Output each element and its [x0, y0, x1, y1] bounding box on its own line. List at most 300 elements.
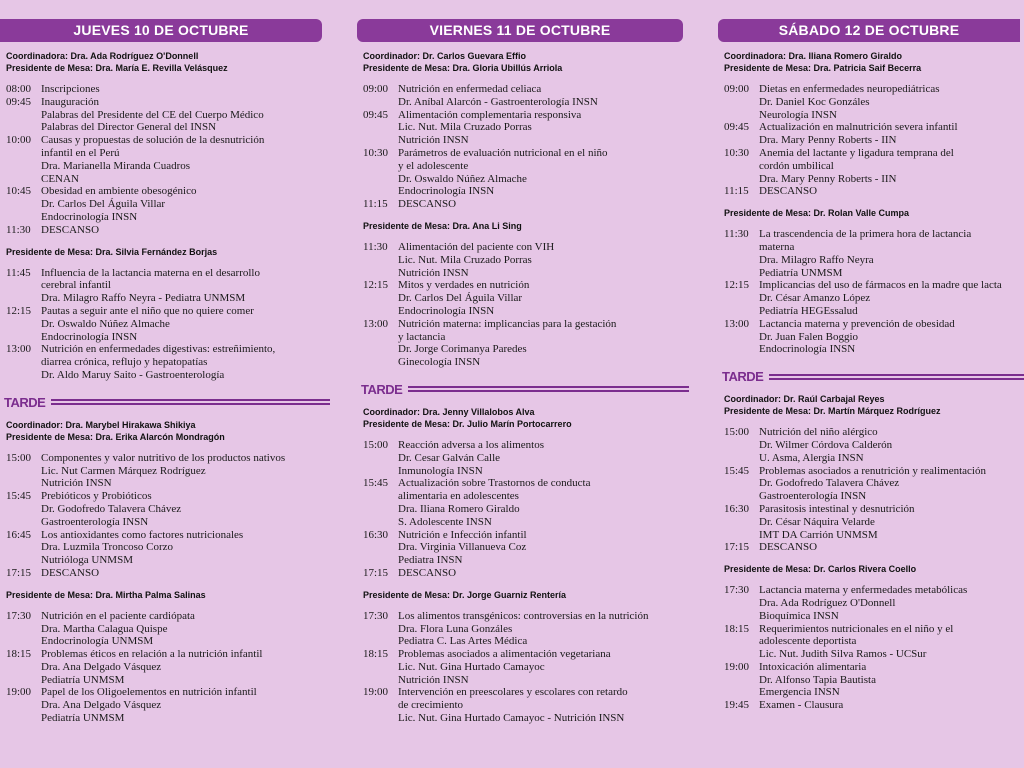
item-line: CENAN	[41, 172, 79, 185]
item-lines	[759, 83, 940, 121]
item-line: adolescente deportista	[759, 635, 857, 648]
item-lines	[759, 279, 1002, 317]
item-line: Endocrinología INSN	[41, 210, 138, 223]
day-header: SÁBADO 12 DE OCTUBRE	[718, 19, 1020, 42]
item-lines	[41, 224, 99, 237]
program-item	[724, 699, 1024, 712]
time-label: 11:45	[6, 266, 31, 279]
item-lines	[41, 610, 195, 648]
item-line: DESCANSO	[398, 566, 457, 579]
program-item	[363, 610, 689, 648]
program-item	[363, 477, 689, 528]
item-line: Endocrinología UNMSM	[41, 635, 154, 648]
item-line: Dra. Marianella Miranda Cuadros	[41, 159, 191, 172]
item-lines	[398, 198, 456, 211]
item-lines	[398, 109, 581, 147]
item-line: Inmunología INSN	[398, 464, 483, 477]
program-list	[357, 241, 689, 369]
item-line: y lactancia	[398, 330, 446, 343]
item-line: Nutrición en enfermedad celiaca	[398, 83, 542, 95]
item-line: Problemas éticos en relación a la nutrición infantil	[41, 648, 263, 661]
time-label: 12:15	[363, 279, 389, 292]
program-item	[724, 465, 1024, 503]
tarde-divider	[0, 395, 330, 410]
role-line: Coordinador: Dr. Carlos Guevara Effio	[363, 51, 527, 61]
item-lines	[759, 465, 986, 503]
time-label: 17:30	[363, 609, 389, 622]
item-line: Endocrinología INSN	[41, 330, 138, 343]
program-item	[724, 503, 1024, 541]
item-line: Dra. Luzmila Troncoso Corzo	[41, 541, 173, 554]
program-item	[6, 490, 330, 528]
item-lines	[398, 318, 616, 369]
tarde-divider	[718, 369, 1024, 384]
item-line: Nutrición en el paciente cardiópata	[41, 609, 195, 622]
program-item	[363, 241, 689, 279]
time-label: 18:15	[6, 648, 32, 661]
program-item	[6, 610, 330, 648]
roles-block	[718, 563, 1024, 575]
item-line: Dr. Alfonso Tapia Bautista	[759, 673, 876, 686]
item-lines	[41, 96, 264, 134]
item-line: Dr. Daniel Koc Gonzáles	[759, 95, 870, 108]
time-label: 17:15	[363, 566, 389, 579]
item-line: Dr. Cesar Galván Calle	[398, 451, 501, 464]
item-line: Nutrición en enfermedades digestivas: estreñimiento,	[41, 343, 276, 356]
time-label: 10:45	[6, 185, 32, 198]
program-list	[718, 83, 1024, 198]
item-line: Bioquímica INSN	[759, 609, 839, 622]
item-lines	[398, 439, 544, 477]
time-label: 09:00	[724, 83, 750, 95]
program-item	[724, 541, 1024, 554]
item-lines	[41, 343, 275, 381]
tarde-rule	[408, 386, 689, 392]
item-line: Problemas asociados a alimentación vegetariana	[398, 648, 611, 661]
role-line: Presidente de Mesa: Dra. Gloria Ubillús Arriola	[363, 63, 563, 73]
item-line: Nutrición INSN	[398, 266, 469, 279]
roles-block	[0, 246, 330, 258]
program-item	[6, 267, 330, 305]
item-lines	[398, 567, 456, 580]
time-label: 09:45	[363, 108, 389, 121]
day-column-friday	[357, 0, 689, 768]
item-line: Dr. Aldo Maruy Saito - Gastroenterología	[41, 368, 225, 381]
item-line: Dr. Wilmer Córdova Calderón	[759, 438, 893, 451]
tarde-rule	[51, 399, 330, 405]
time-label: 09:00	[363, 83, 389, 95]
item-lines	[41, 686, 257, 724]
roles-block	[0, 589, 330, 601]
program-item	[6, 224, 330, 237]
time-label: 18:15	[363, 648, 389, 661]
item-line: Anemia del lactante y ligadura temprana del	[759, 146, 954, 159]
time-label: 17:15	[724, 541, 750, 554]
item-lines	[41, 567, 99, 580]
item-line: Requerimientos nutricionales en el niño y el	[759, 622, 954, 635]
time-label: 15:00	[6, 451, 32, 464]
time-label: 19:45	[724, 699, 750, 712]
item-line: Ginecología INSN	[398, 356, 481, 369]
item-line: Endocrinología INSN	[398, 304, 495, 317]
program-item	[6, 343, 330, 381]
item-lines	[41, 648, 262, 686]
time-label: 13:00	[363, 317, 389, 330]
item-line: Dra. Milagro Raffo Neyra - Pediatra UNMSM	[41, 292, 246, 305]
time-label: 12:15	[6, 304, 32, 317]
role-line: Presidente de Mesa: Dr. Rolan Valle Cumpa	[724, 208, 910, 219]
program-item	[724, 83, 1024, 121]
item-line: Pediatra INSN	[398, 554, 463, 567]
item-line: Influencia de la lactancia materna en el desarrollo	[41, 266, 260, 279]
item-line: Endocrinología INSN	[398, 185, 495, 198]
program-list	[718, 426, 1024, 554]
item-line: Dr. Godofredo Talavera Chávez	[41, 502, 182, 515]
item-line: Nutrición INSN	[41, 477, 112, 490]
program-item	[6, 529, 330, 567]
item-lines	[41, 185, 196, 223]
item-lines	[41, 134, 264, 185]
item-line: Pautas a seguir ante el niño que no quiere comer	[41, 304, 254, 317]
role-line: Coordinador: Dra. Marybel Hirakawa Shikiya	[6, 419, 196, 430]
roles-block	[357, 406, 689, 430]
role-line: Coordinador: Dra. Jenny Villalobos Alva	[363, 406, 535, 417]
item-line: Dr. Oswaldo Núñez Almache	[398, 172, 527, 185]
roles-block	[718, 50, 1024, 74]
role-line: Presidente de Mesa: Dra. María E. Revilla Velásquez	[6, 63, 228, 73]
item-lines	[759, 541, 817, 554]
program-item	[724, 185, 1024, 198]
item-line: Lic. Nut Carmen Márquez Rodríguez	[41, 464, 206, 477]
item-line: Nutrición INSN	[398, 673, 469, 686]
item-line: DESCANSO	[398, 198, 457, 211]
time-label: 10:30	[363, 146, 389, 159]
item-lines	[759, 661, 876, 699]
item-line: Nutrición e Infección infantil	[398, 528, 527, 541]
item-lines	[398, 477, 590, 528]
time-label: 19:00	[724, 660, 750, 673]
item-line: Reacción adversa a los alimentos	[398, 438, 545, 451]
time-label: 15:45	[363, 477, 389, 490]
tarde-rule	[769, 374, 1024, 380]
role-line: Coordinadora: Dra. Ada Rodríguez O'Donnell	[6, 51, 199, 61]
item-line: Papel de los Oligoelementos en nutrición infantil	[41, 686, 257, 699]
item-line: alimentaria en adolescentes	[398, 490, 519, 503]
role-line: Presidente de Mesa: Dra. Ana Li Sing	[363, 220, 522, 231]
day-header: VIERNES 11 DE OCTUBRE	[357, 19, 683, 42]
item-line: Dr. César Amanzo López	[759, 292, 871, 305]
item-line: Dr. Aníbal Alarcón - Gastroenterología INSN	[398, 95, 598, 108]
item-line: Los alimentos transgénicos: controversias en la nutrición	[398, 609, 649, 622]
time-label: 11:15	[724, 185, 749, 198]
program-item	[6, 648, 330, 686]
program-list	[357, 83, 689, 211]
item-line: Endocrinología INSN	[759, 343, 856, 356]
program-list	[0, 610, 330, 725]
time-label: 15:00	[724, 426, 750, 439]
item-lines	[398, 686, 628, 724]
item-line: Lic. Nut. Gina Hurtado Camayoc - Nutrición INSN	[398, 712, 625, 725]
roles-block	[357, 220, 689, 232]
item-line: S. Adolescente INSN	[398, 515, 492, 528]
item-line: Los antioxidantes como factores nutricionales	[41, 528, 244, 541]
program-item	[724, 623, 1024, 661]
time-label: 15:00	[363, 438, 389, 451]
item-line: Alimentación complementaria responsiva	[398, 108, 582, 121]
program-list	[0, 83, 330, 237]
program-item	[6, 567, 330, 580]
item-line: diarrea crónica, reflujo y hepatopatías	[41, 356, 208, 369]
item-lines	[759, 623, 953, 661]
item-lines	[759, 584, 967, 622]
program-item	[363, 318, 689, 369]
item-line: Emergencia INSN	[759, 686, 840, 699]
time-label: 11:30	[724, 228, 749, 241]
time-label: 12:15	[724, 279, 750, 292]
item-line: Dr. Godofredo Talavera Chávez	[759, 477, 900, 490]
item-line: Dr. Carlos Del Águila Villar	[41, 198, 166, 211]
program-item	[724, 426, 1024, 464]
item-lines	[41, 83, 100, 96]
item-lines	[41, 267, 260, 305]
item-line: Dr. Jorge Corimanya Paredes	[398, 343, 527, 356]
item-line: Dra. Virginia Villanueva Coz	[398, 541, 527, 554]
item-line: Actualización sobre Trastornos de conducta	[398, 477, 591, 490]
item-line: Lic. Nut. Mila Cruzado Porras	[398, 121, 532, 134]
item-line: Nutrición del niño alérgico	[759, 426, 878, 439]
item-line: Dr. Oswaldo Núñez Almache	[41, 317, 170, 330]
time-label: 19:00	[363, 686, 389, 699]
program-item	[6, 305, 330, 343]
item-line: La trascendencia de la primera hora de lactancia	[759, 228, 972, 241]
day-column-saturday	[718, 0, 1024, 768]
role-line: Presidente de Mesa: Dra. Mirtha Palma Salinas	[6, 589, 206, 600]
program-item	[724, 661, 1024, 699]
tarde-label: TARDE	[722, 369, 764, 385]
item-line: Problemas asociados a renutrición y realimentación	[759, 464, 986, 477]
item-line: Lactancia materna y prevención de obesidad	[759, 317, 955, 330]
program-item	[6, 134, 330, 185]
time-label: 16:30	[724, 502, 750, 515]
item-lines	[398, 241, 554, 279]
item-line: Palabras del Presidente del CE del Cuerpo Médico	[41, 108, 264, 121]
time-label: 17:30	[724, 584, 750, 597]
item-line: U. Asma, Alergia INSN	[759, 451, 864, 464]
item-line: de crecimiento	[398, 699, 464, 712]
program-item	[724, 584, 1024, 622]
item-line: Dra. Iliana Romero Giraldo	[398, 502, 520, 515]
item-line: Lic. Nut. Mila Cruzado Porras	[398, 253, 532, 266]
item-line: Intervención en preescolares y escolares con retardo	[398, 686, 628, 699]
item-lines	[398, 279, 529, 317]
item-line: Causas y propuestas de solución de la desnutrición	[41, 134, 265, 147]
item-line: Nutrición INSN	[398, 134, 469, 147]
item-line: DESCANSO	[759, 541, 818, 554]
program-item	[724, 228, 1024, 279]
time-label: 15:45	[724, 464, 750, 477]
item-lines	[759, 318, 955, 356]
item-line: Parámetros de evaluación nutricional en el niño	[398, 146, 608, 159]
program-list	[718, 584, 1024, 712]
program-item	[6, 452, 330, 490]
role-line: Coordinador: Dr. Raúl Carbajal Reyes	[724, 394, 885, 405]
program-item	[724, 121, 1024, 147]
item-lines	[759, 426, 892, 464]
time-label: 16:30	[363, 528, 389, 541]
item-line: cordón umbilical	[759, 159, 834, 172]
time-label: 16:45	[6, 528, 32, 541]
item-line: Mitos y verdades en nutrición	[398, 279, 530, 292]
time-label: 10:30	[724, 146, 750, 159]
item-line: Pediatra C. Las Artes Médica	[398, 635, 528, 648]
program-list	[357, 439, 689, 580]
roles-block	[0, 419, 330, 443]
item-line: Gastroenterología INSN	[759, 490, 867, 503]
item-line: IMT DA Carrión UNMSM	[759, 528, 878, 541]
role-line: Presidente de Mesa: Dra. Erika Alarcón Mondragón	[6, 431, 225, 442]
tarde-label: TARDE	[4, 394, 46, 410]
program-item	[363, 567, 689, 580]
item-line: Pediatría UNMSM	[41, 673, 125, 686]
item-line: Nutrición materna: implicancias para la gestación	[398, 317, 617, 330]
role-line: Presidente de Mesa: Dr. Carlos Rivera Coello	[724, 564, 917, 575]
item-line: Parasitosis intestinal y desnutrición	[759, 502, 915, 515]
item-line: Lic. Nut. Gina Hurtado Camayoc	[398, 660, 545, 673]
item-line: Intoxicación alimentaria	[759, 660, 867, 673]
roles-block	[718, 393, 1024, 417]
program-item	[6, 185, 330, 223]
item-lines	[759, 699, 843, 712]
time-label: 11:30	[6, 223, 31, 236]
program-item	[724, 279, 1024, 317]
program-item	[6, 83, 330, 96]
item-line: Dr. Carlos Del Águila Villar	[398, 292, 523, 305]
item-line: cerebral infantil	[41, 279, 111, 292]
time-label: 08:00	[6, 83, 32, 95]
time-label: 15:45	[6, 490, 32, 503]
time-label: 11:30	[363, 240, 388, 253]
program-list	[357, 610, 689, 725]
roles-block	[718, 207, 1024, 219]
item-lines	[41, 452, 285, 490]
program-item	[363, 147, 689, 198]
item-line: Dietas en enfermedades neuropediátricas	[759, 83, 940, 95]
item-lines	[759, 147, 954, 185]
item-line: Dra. Flora Luna Gonzáles	[398, 622, 513, 635]
program-item	[6, 686, 330, 724]
program-item	[6, 96, 330, 134]
program-item	[363, 198, 689, 211]
time-label: 13:00	[724, 317, 750, 330]
roles-block	[357, 589, 689, 601]
item-line: Dra. Milagro Raffo Neyra	[759, 253, 874, 266]
tarde-label: TARDE	[361, 381, 403, 397]
program-item	[363, 648, 689, 686]
item-line: Componentes y valor nutritivo de los productos nativos	[41, 451, 286, 464]
item-line: Dra. Mary Penny Roberts - IIN	[759, 134, 897, 147]
item-line: Prebióticos y Probióticos	[41, 490, 152, 503]
time-label: 09:45	[6, 95, 32, 108]
role-line: Presidente de Mesa: Dr. Julio Marín Portocarrero	[363, 418, 572, 429]
item-line: DESCANSO	[759, 185, 818, 198]
item-lines	[398, 648, 611, 686]
item-line: Dra. Martha Calagua Quispe	[41, 622, 168, 635]
item-line: infantil en el Perú	[41, 146, 120, 159]
time-label: 17:15	[6, 566, 32, 579]
program-item	[363, 686, 689, 724]
item-line: Examen - Clausura	[759, 699, 844, 712]
item-line: DESCANSO	[41, 223, 100, 236]
program-list	[0, 267, 330, 382]
item-line: Lactancia materna y enfermedades metabólicas	[759, 584, 968, 597]
item-line: Pediatría HEGEssalud	[759, 304, 858, 317]
program-item	[363, 83, 689, 109]
item-line: y el adolescente	[398, 159, 469, 172]
item-line: Dra. Ana Delgado Vásquez	[41, 699, 162, 712]
roles-block	[0, 50, 330, 74]
time-label: 19:00	[6, 686, 32, 699]
program-list	[718, 228, 1024, 356]
item-line: Inscripciones	[41, 83, 100, 95]
item-line: Actualización en malnutrición severa infantil	[759, 121, 958, 134]
item-lines	[41, 490, 181, 528]
role-line: Presidente de Mesa: Dra. Patricia Saif Becerra	[724, 63, 922, 73]
item-line: Dr. Juan Falen Boggio	[759, 330, 858, 343]
item-line: Dra. Ana Delgado Vásquez	[41, 660, 162, 673]
item-line: Dr. César Náquira Velarde	[759, 515, 875, 528]
role-line: Presidente de Mesa: Dra. Silvia Fernández Borjas	[6, 246, 218, 257]
program-item	[363, 279, 689, 317]
item-lines	[759, 185, 817, 198]
program-item	[724, 318, 1024, 356]
item-line: Dra. Mary Penny Roberts - IIN	[759, 172, 897, 185]
item-line: Pediatría UNMSM	[759, 266, 843, 279]
program-item	[363, 439, 689, 477]
program-item	[724, 147, 1024, 185]
item-line: Gastroenterología INSN	[41, 515, 149, 528]
item-lines	[41, 305, 254, 343]
role-line: Presidente de Mesa: Dr. Martín Márquez Rodríguez	[724, 406, 941, 417]
item-line: DESCANSO	[41, 566, 100, 579]
item-line: Alimentación del paciente con VIH	[398, 240, 555, 253]
role-line: Presidente de Mesa: Dr. Jorge Guarniz Rentería	[363, 589, 567, 600]
program-item	[363, 109, 689, 147]
item-line: Nutrióloga UNMSM	[41, 554, 133, 567]
time-label: 10:00	[6, 134, 32, 147]
item-lines	[398, 83, 598, 109]
time-label: 09:45	[724, 121, 750, 134]
item-line: Inauguración	[41, 95, 100, 108]
item-line: Pediatría UNMSM	[41, 712, 125, 725]
item-line: Lic. Nut. Judith Silva Ramos - UCSur	[759, 648, 927, 661]
item-lines	[398, 147, 608, 198]
item-line: Palabras del Director General del INSN	[41, 121, 217, 134]
item-lines	[759, 503, 915, 541]
item-line: Implicancias del uso de fármacos en la madre que lacta	[759, 279, 1002, 292]
time-label: 13:00	[6, 343, 32, 356]
tarde-divider	[357, 382, 689, 397]
item-lines	[398, 610, 649, 648]
item-line: Dra. Ada Rodríguez O'Donnell	[759, 596, 896, 609]
day-column-thursday	[0, 0, 330, 768]
day-header: JUEVES 10 DE OCTUBRE	[0, 19, 322, 42]
item-lines	[398, 529, 527, 567]
time-label: 18:15	[724, 622, 750, 635]
role-line: Coordinadora: Dra. Iliana Romero Giraldo	[724, 51, 903, 61]
program-list	[0, 452, 330, 580]
item-line: materna	[759, 240, 795, 253]
item-lines	[41, 529, 243, 567]
